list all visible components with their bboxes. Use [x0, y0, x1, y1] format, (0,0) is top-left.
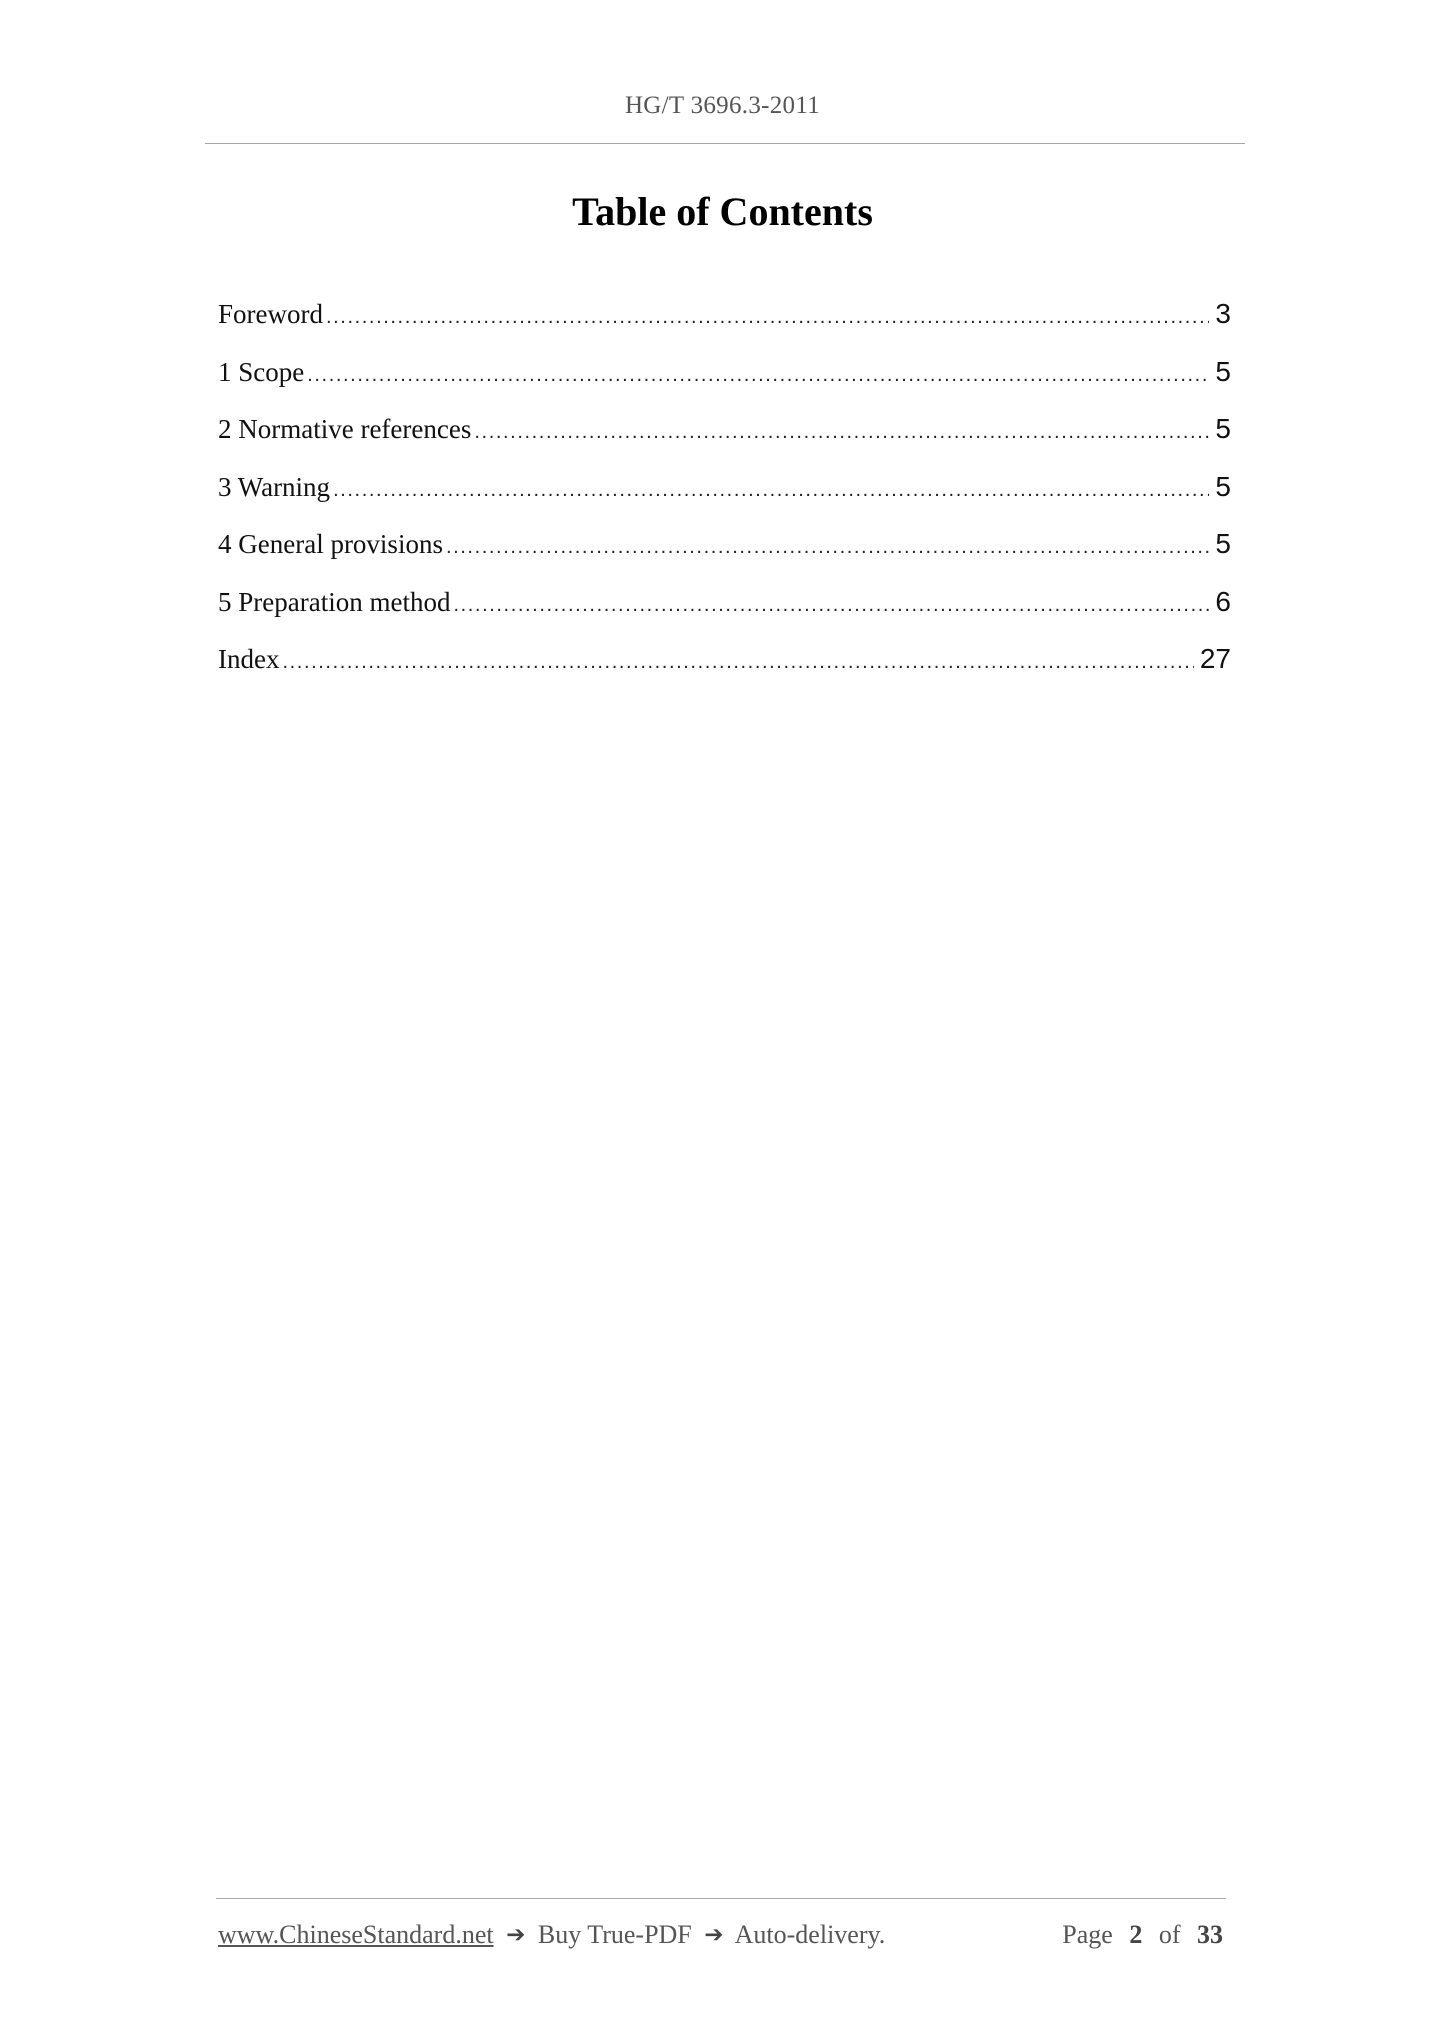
toc-entry-warning[interactable]	[218, 471, 1231, 529]
page-title: Table of Contents	[572, 189, 873, 234]
page-word: Page	[1062, 1920, 1113, 1949]
toc-entry-page: 5	[1215, 413, 1231, 444]
toc-entry-page: 5	[1215, 528, 1231, 559]
toc-entry-preparation-method[interactable]	[218, 586, 1231, 644]
toc-entry-general-provisions[interactable]	[218, 528, 1231, 586]
toc-entry-label: 1 Scope	[218, 356, 305, 387]
toc-dot-leader	[446, 536, 1209, 559]
toc-entry-page: 3	[1215, 298, 1231, 329]
toc-dot-leader	[333, 479, 1209, 502]
current-page-number: 2	[1129, 1920, 1143, 1949]
footer-promo	[218, 1920, 885, 1950]
header-divider	[205, 143, 1245, 144]
right-arrow-icon: ➔	[704, 1922, 724, 1948]
right-arrow-icon: ➔	[506, 1922, 526, 1948]
toc-entry-label: 3 Warning	[218, 471, 331, 502]
toc-entry-page: 5	[1215, 470, 1231, 502]
total-pages-number: 33	[1197, 1920, 1223, 1949]
toc-entry-page: 6	[1215, 585, 1231, 617]
buy-true-pdf-text: Buy True-PDF	[537, 1920, 692, 1949]
toc-entry-label: 5 Preparation method	[218, 586, 451, 617]
toc-dot-leader	[326, 306, 1209, 329]
toc-dot-leader	[282, 651, 1193, 674]
toc-dot-leader	[453, 594, 1209, 617]
site-link[interactable]: www.ChineseStandard.net	[218, 1920, 494, 1949]
toc-entry-page: 27	[1199, 643, 1231, 674]
toc-entry-label: 2 Normative references	[218, 414, 472, 444]
toc-entry-normative-references[interactable]	[218, 413, 1231, 471]
auto-delivery-text: Auto-delivery.	[734, 1920, 886, 1949]
of-word: of	[1158, 1920, 1181, 1949]
toc-entry-foreword[interactable]	[218, 298, 1231, 356]
toc-list	[218, 298, 1231, 701]
toc-entry-scope[interactable]	[218, 356, 1231, 414]
toc-entry-page: 5	[1215, 355, 1231, 387]
page-counter	[1062, 1920, 1223, 1950]
footer-divider	[216, 1898, 1226, 1899]
toc-entry-index[interactable]	[218, 643, 1231, 701]
header-doc-id: HG/T 3696.3-2011	[624, 92, 821, 119]
toc-entry-label: Foreword	[218, 299, 323, 329]
toc-dot-leader	[307, 364, 1209, 387]
toc-entry-label: 4 General provisions	[218, 529, 443, 559]
toc-dot-leader	[474, 421, 1209, 444]
toc-entry-label: Index	[218, 644, 280, 674]
